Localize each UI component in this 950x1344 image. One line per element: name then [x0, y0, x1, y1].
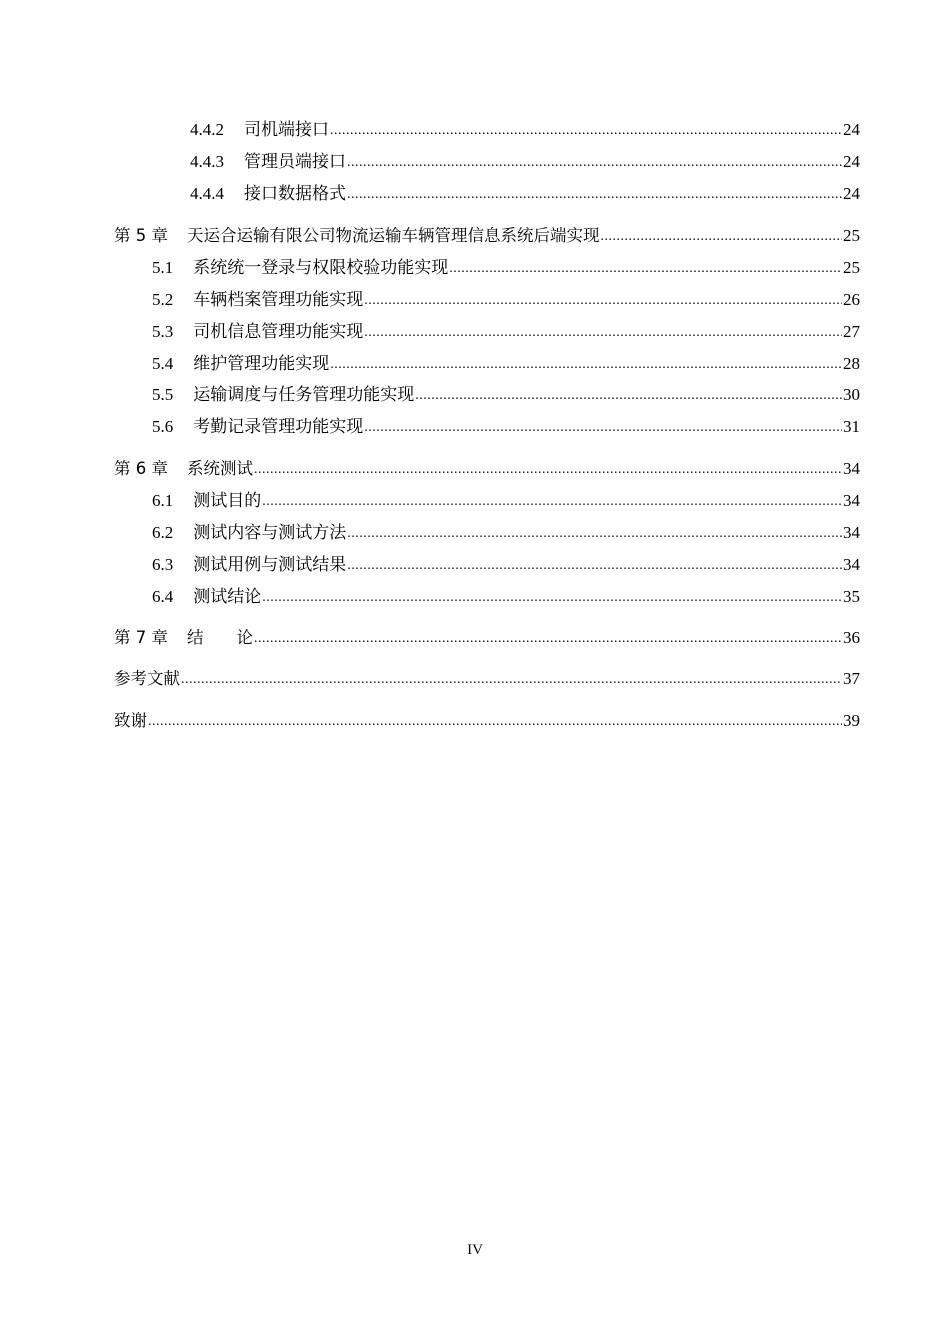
toc-leader-dots — [347, 152, 842, 174]
toc-leader-dots — [254, 459, 842, 481]
toc-leader-dots — [347, 184, 842, 206]
toc-entry-page: 25 — [843, 226, 860, 245]
toc-entry-title: 车辆档案管理功能实现 — [193, 290, 364, 309]
toc-entry-number: 4.4.4 — [190, 184, 224, 203]
toc-entry-page: 35 — [843, 587, 860, 606]
toc-entry[interactable] — [0, 585, 860, 609]
toc-entry-number: 6.4 — [152, 587, 174, 606]
toc-entry-number: 第 6 章 — [114, 459, 168, 478]
toc-leader-dots — [181, 669, 842, 691]
toc-leader-dots — [601, 226, 843, 248]
toc-entry-page: 34 — [843, 459, 860, 478]
toc-entry-page: 24 — [843, 184, 860, 203]
toc-entry-number: 4.4.3 — [190, 152, 224, 171]
toc-entry-number: 5.2 — [152, 290, 174, 309]
toc-entry[interactable] — [0, 288, 860, 312]
toc-entry-title: 测试目的 — [193, 491, 262, 510]
toc-entry-page: 24 — [843, 152, 860, 171]
toc-chapter-entry[interactable] — [0, 626, 860, 650]
toc-entry-number: 5.3 — [152, 322, 174, 341]
toc-leader-dots — [364, 322, 842, 344]
toc-entry-number: 5.5 — [152, 385, 174, 404]
toc-chapter-entry[interactable] — [0, 667, 860, 691]
toc-entry[interactable] — [0, 182, 860, 206]
toc-entry-page: 36 — [843, 628, 860, 647]
toc-entry-page: 30 — [843, 385, 860, 404]
toc-leader-dots — [254, 628, 842, 650]
toc-entry-number: 6.3 — [152, 555, 174, 574]
toc-leader-dots — [330, 354, 842, 376]
toc-entry-title: 参考文献 — [114, 669, 180, 688]
toc-leader-dots — [148, 711, 842, 733]
toc-leader-dots — [330, 120, 842, 142]
toc-entry-title: 致谢 — [114, 711, 147, 730]
toc-entry-page: 28 — [843, 354, 860, 373]
toc-entry[interactable] — [0, 320, 860, 344]
toc-entry[interactable] — [0, 521, 860, 545]
toc-entry-number: 5.1 — [152, 258, 174, 277]
toc-leader-dots — [262, 491, 842, 513]
toc-entry-title: 考勤记录管理功能实现 — [193, 417, 364, 436]
toc-entry-title: 测试用例与测试结果 — [193, 555, 347, 574]
toc-entry-page: 34 — [843, 555, 860, 574]
toc-leader-dots — [364, 290, 842, 312]
toc-entry-number: 5.4 — [152, 354, 174, 373]
toc-entry-title: 司机信息管理功能实现 — [193, 322, 364, 341]
toc-entry-title: 天运合运输有限公司物流运输车辆管理信息系统后端实现 — [187, 226, 600, 245]
toc-entry-number: 4.4.2 — [190, 120, 224, 139]
toc-chapter-entry[interactable] — [0, 224, 860, 248]
toc-entry-page: 34 — [843, 523, 860, 542]
toc-leader-dots — [262, 587, 842, 609]
toc-entry-page: 26 — [843, 290, 860, 309]
toc-entry-title: 系统测试 — [187, 459, 253, 478]
toc-entry-number: 第 7 章 — [114, 628, 168, 647]
toc-entry-page: 31 — [843, 417, 860, 436]
toc-entry-number: 6.1 — [152, 491, 174, 510]
toc-entry-title: 系统统一登录与权限校验功能实现 — [193, 258, 449, 277]
toc-entry-number: 第 5 章 — [114, 226, 168, 245]
toc-entry-page: 27 — [843, 322, 860, 341]
toc-entry-title: 管理员端接口 — [244, 152, 346, 171]
toc-entry[interactable] — [0, 118, 860, 142]
toc-entry-title: 维护管理功能实现 — [193, 354, 330, 373]
toc-entry[interactable] — [0, 352, 860, 376]
toc-entry-page: 25 — [843, 258, 860, 277]
toc-chapter-entry[interactable] — [0, 709, 860, 733]
toc-entry[interactable] — [0, 489, 860, 513]
toc-entry-title: 运输调度与任务管理功能实现 — [193, 385, 415, 404]
toc-entry-page: 39 — [843, 711, 860, 730]
toc-leader-dots — [364, 417, 842, 439]
toc-entry-title: 接口数据格式 — [244, 184, 346, 203]
toc-entry-title: 结 论 — [187, 628, 253, 647]
page-number-footer: IV — [467, 1242, 483, 1258]
toc-entry-title: 测试内容与测试方法 — [193, 523, 347, 542]
toc-entry-number: 5.6 — [152, 417, 174, 436]
toc-leader-dots — [347, 523, 842, 545]
toc-entry[interactable] — [0, 256, 860, 280]
toc-entry[interactable] — [0, 383, 860, 407]
toc-entry[interactable] — [0, 553, 860, 577]
toc-leader-dots — [449, 258, 842, 280]
toc-entry-page: 24 — [843, 120, 860, 139]
toc-entry-number: 6.2 — [152, 523, 174, 542]
toc-entry[interactable] — [0, 415, 860, 439]
toc-chapter-entry[interactable] — [0, 457, 860, 481]
toc-entry-page: 34 — [843, 491, 860, 510]
toc-entry[interactable] — [0, 150, 860, 174]
toc-entry-page: 37 — [843, 669, 860, 688]
toc-entry-title: 测试结论 — [193, 587, 262, 606]
toc-leader-dots — [347, 555, 842, 577]
toc-leader-dots — [415, 385, 842, 407]
toc-entry-title: 司机端接口 — [244, 120, 329, 139]
